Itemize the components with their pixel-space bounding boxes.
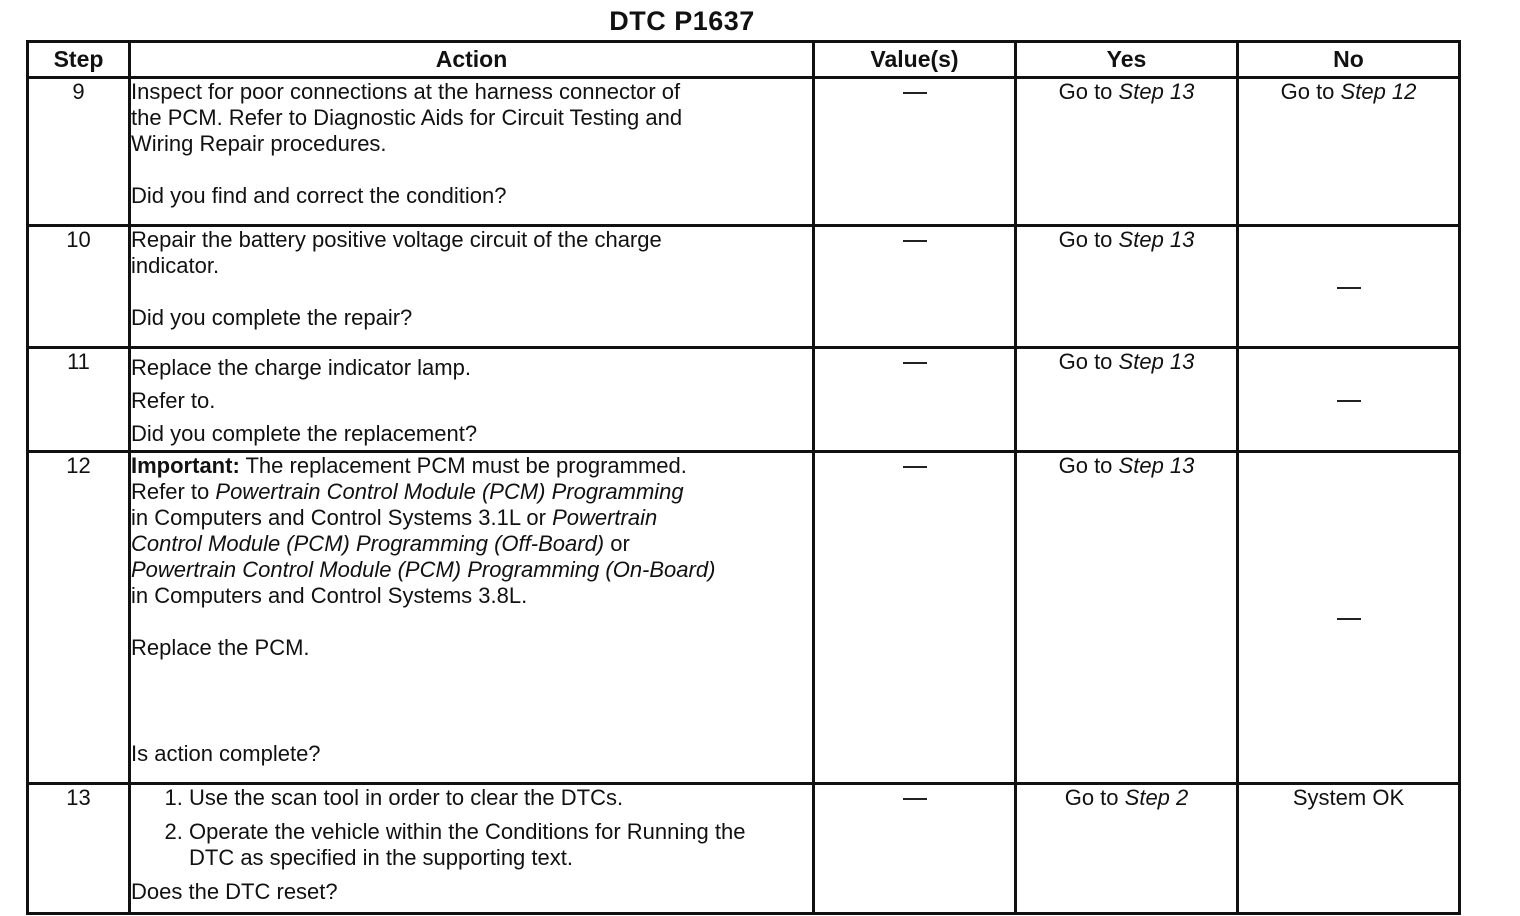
table-row	[28, 78, 1460, 226]
go-to-step-link[interactable]: Go to Step 13	[1058, 453, 1195, 478]
value-cell	[814, 784, 1016, 914]
column-header-values: Value(s)	[814, 42, 1016, 78]
table-row	[28, 784, 1460, 914]
step-number: 10	[28, 226, 130, 348]
table-row	[28, 226, 1460, 348]
go-to-step-link[interactable]: Go to Step 13	[1058, 349, 1195, 374]
step-number: 11	[28, 348, 130, 452]
important-label: Important:	[131, 453, 240, 478]
important-text: The replacement PCM must be programmed.	[245, 453, 687, 478]
yes-cell	[1016, 784, 1238, 914]
step-number: 12	[28, 452, 130, 784]
yes-cell	[1016, 452, 1238, 784]
action-cell	[130, 784, 814, 914]
important-note	[131, 453, 812, 479]
action-line: Inspect for poor connections at the harness connector of	[131, 79, 681, 104]
reference-link[interactable]: Powertrain Control Module (PCM) Programming	[215, 479, 684, 504]
action-line: Repair the battery positive voltage circuit of the charge	[131, 227, 662, 252]
action-question: Does the DTC reset?	[131, 879, 338, 904]
table-row	[28, 452, 1460, 784]
yes-cell	[1016, 78, 1238, 226]
dash-mark	[903, 466, 927, 468]
system-ok-text: System OK	[1292, 785, 1405, 810]
dash-mark	[903, 240, 927, 242]
dash-mark	[903, 798, 927, 800]
page-title: DTC P1637	[609, 6, 755, 36]
action-question: Did you complete the replacement?	[131, 421, 478, 446]
action-line: the PCM. Refer to Diagnostic Aids for Circuit Testing and	[131, 105, 683, 130]
reference-link[interactable]: Powertrain	[552, 505, 658, 530]
action-line: Replace the PCM.	[131, 635, 310, 660]
go-to-step-link[interactable]: Go to Step 13	[1058, 227, 1195, 252]
no-cell	[1238, 784, 1460, 914]
no-cell	[1238, 452, 1460, 784]
substep-item: 1. Use the scan tool in order to clear the DTCs.	[189, 785, 812, 811]
action-cell	[130, 78, 814, 226]
substep-item: 2. Operate the vehicle within the Conditions for Running the DTC as specified in the supporting text.	[189, 819, 812, 871]
action-line: Refer to.	[131, 388, 216, 413]
table-header-row	[28, 42, 1460, 78]
action-line: Replace the charge indicator lamp.	[131, 355, 471, 380]
action-question: Did you complete the repair?	[131, 305, 413, 330]
no-cell	[1238, 226, 1460, 348]
dash-mark	[903, 92, 927, 94]
no-cell	[1238, 348, 1460, 452]
dash-mark	[1337, 618, 1361, 620]
action-cell	[130, 348, 814, 452]
action-line: indicator.	[131, 253, 220, 278]
column-header-action: Action	[130, 42, 814, 78]
yes-cell	[1016, 226, 1238, 348]
dash-mark	[903, 362, 927, 364]
action-question: Is action complete?	[131, 741, 321, 766]
reference-text: Refer to Powertrain Control Module (PCM) Programming in Computers and Control Systems 3.1L or Powertrain Control Module (PCM) Programming (Off-Board) or Powertrain Control Module (PCM) Programming (On-Board) in Computers and Control Systems 3.8L.	[131, 479, 716, 608]
action-question: Did you find and correct the condition?	[131, 183, 507, 208]
yes-cell	[1016, 348, 1238, 452]
dash-mark	[1337, 400, 1361, 402]
go-to-step-link[interactable]: Go to Step 13	[1058, 79, 1195, 104]
step-number: 13	[28, 784, 130, 914]
step-number: 9	[28, 78, 130, 226]
dash-mark	[1337, 287, 1361, 289]
column-header-no: No	[1238, 42, 1460, 78]
value-cell	[814, 226, 1016, 348]
action-cell	[130, 452, 814, 784]
action-cell	[130, 226, 814, 348]
go-to-step-link[interactable]: Go to Step 12	[1280, 79, 1417, 104]
no-cell	[1238, 78, 1460, 226]
go-to-step-link[interactable]: Go to Step 2	[1064, 785, 1189, 810]
value-cell	[814, 348, 1016, 452]
column-header-yes: Yes	[1016, 42, 1238, 78]
reference-link[interactable]: Powertrain Control Module (PCM) Programming (On-Board)	[131, 557, 716, 582]
dtc-table	[26, 40, 1461, 915]
value-cell	[814, 78, 1016, 226]
column-header-step: Step	[28, 42, 130, 78]
table-row	[28, 348, 1460, 452]
action-line: Wiring Repair procedures.	[131, 131, 387, 156]
value-cell	[814, 452, 1016, 784]
reference-link[interactable]: Control Module (PCM) Programming (Off-Board)	[131, 531, 605, 556]
substep-list	[131, 785, 812, 871]
